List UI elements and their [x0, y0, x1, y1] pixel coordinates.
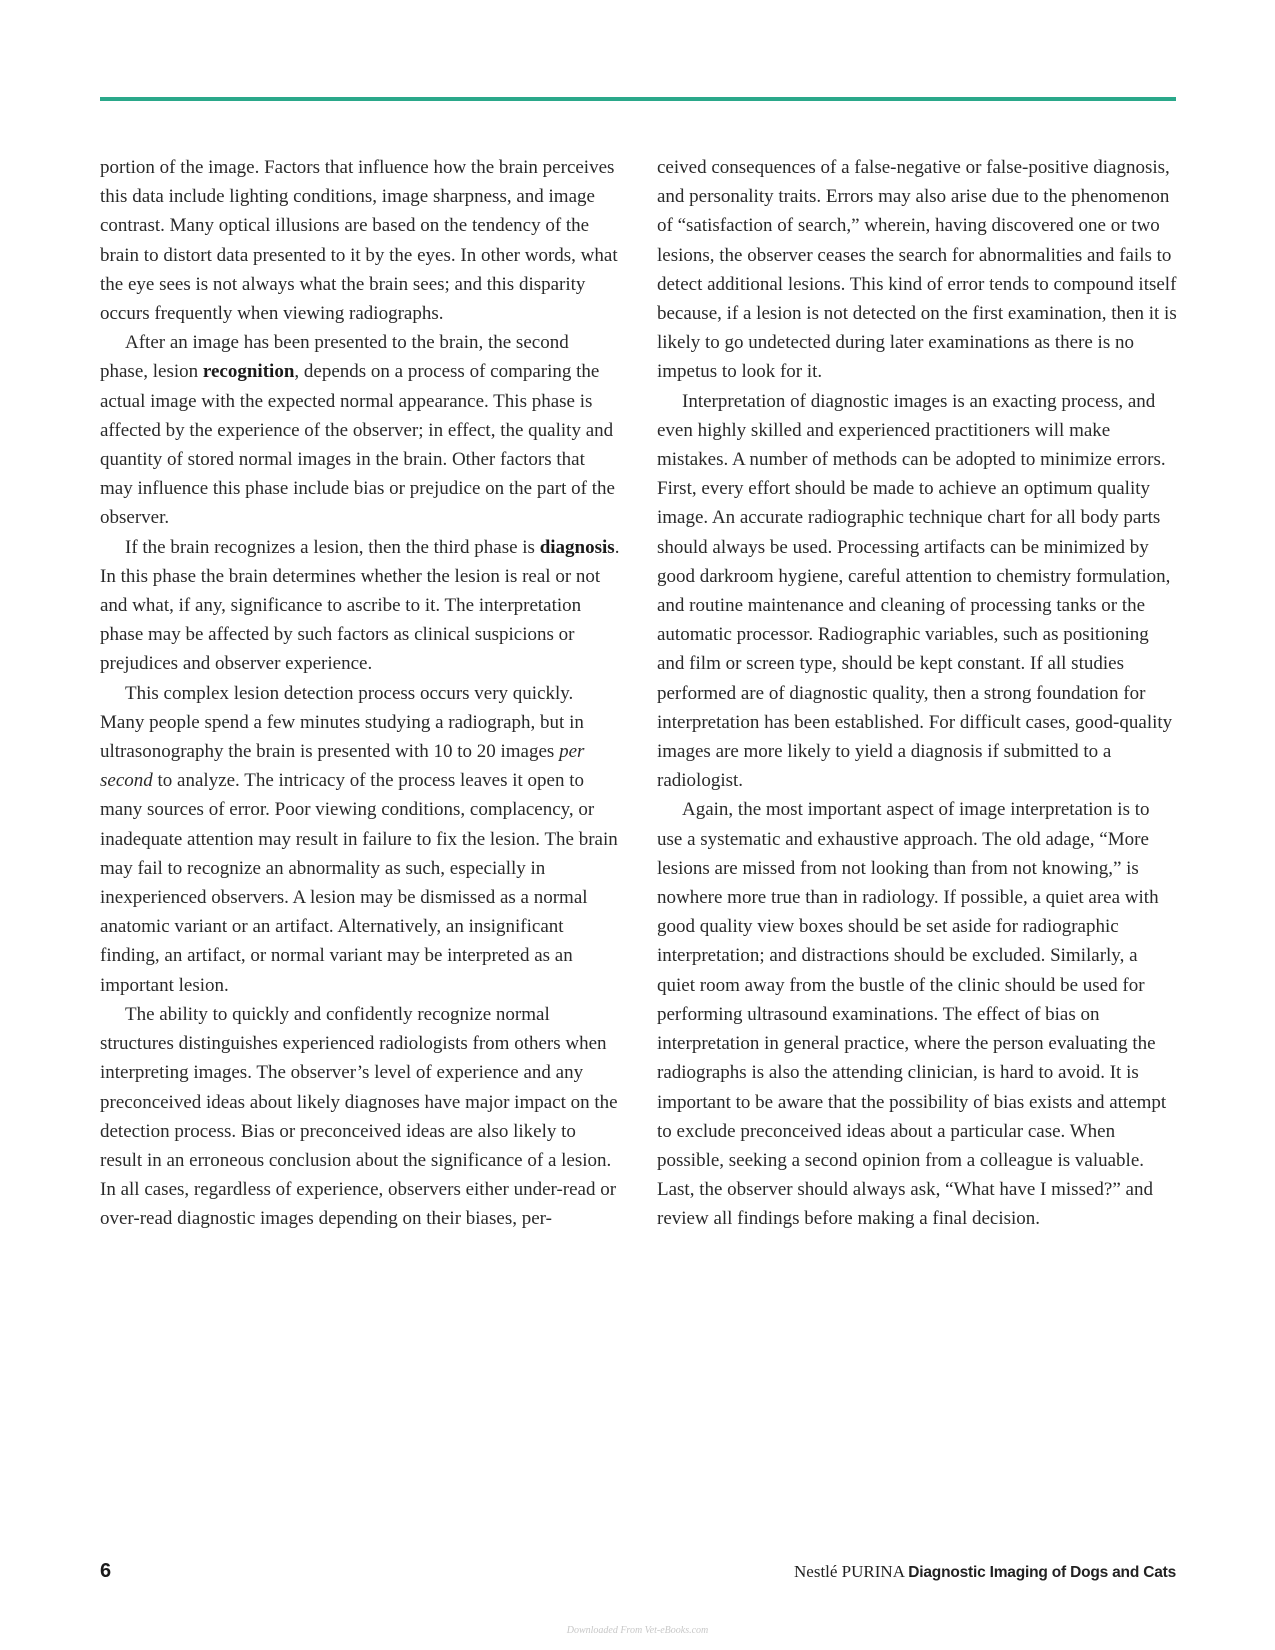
left-column	[100, 153, 620, 1234]
watermark: Downloaded From Vet-eBooks.com	[566, 1625, 709, 1636]
bold-term-diagnosis: diagnosis	[539, 536, 615, 558]
top-rule	[100, 97, 1176, 101]
paragraph: Interpretation of diagnostic images is an exacting process, and even highly skilled and experienced practitioners will make mistakes. A number of methods can be adopted to minimize errors. First, every effort should be made to achieve an optimum quality image. An accurate radiographic technique chart for all body parts should always be used. Processing artifacts can be minimized by good darkroom hygiene, careful attention to chemistry formulation, and routine maintenance and cleaning of processing tanks or the automatic processor. Radiographic variables, such as positioning and film or screen type, should be kept constant. If all studies performed are of diagnostic quality, then a strong foundation for interpretation has been established. For difficult cases, good-quality images are more likely to yield a diagnosis if submitted to a radiologist.	[657, 390, 1173, 792]
italic-per-second: per second	[100, 741, 585, 792]
page-number: 6	[100, 1560, 112, 1582]
paragraph: Again, the most important aspect of image interpretation is to use a systematic and exhaustive approach. The old adage, “More lesions are missed from not looking than from not knowing,” is nowhere more true than in radiology. If possible, a quiet area with good quality view boxes should be set aside for radiographic interpretation; and distractions should be excluded. Similarly, a quiet room away from the bustle of the clinic should be used for performing ultrasound examinations. The effect of bias on interpretation in general practice, where the person evaluating the radiographs is also the attending clinician, is hard to avoid. It is important to be aware that the possibility of bias exists and attempt to exclude preconceived ideas about a particular case. When possible, seeking a second opinion from a colleague is valuable. Last, the observer should always ask, “What have I missed?” and review all findings before making a final decision.	[657, 799, 1167, 1230]
running-footer	[794, 1562, 1176, 1582]
paragraph: portion of the image. Factors that influence how the brain perceives this data include lighting conditions, image sharpness, and image contrast. Many optical illusions are based on the tendency of the brain to distort data presented to it by the eyes. In other words, what the eye sees is not always what the brain sees; and this disparity occurs frequently when viewing radiographs.	[100, 157, 618, 325]
paragraph: This complex lesion detection process occurs very quickly. Many people spend a few minutes studying a radiograph, but in ultrasonography the brain is presented with 10 to 20 images per second to analyze. The intricacy of the process leaves it open to many sources of error. Poor viewing conditions, complacency, or inadequate attention may result in failure to fix the lesion. The brain may fail to recognize an abnormality as such, especially in inexperienced observers. A lesion may be dismissed as a normal anatomic variant or an artifact. Alternatively, an insignificant finding, an artifact, or normal variant may be interpreted as an important lesion.	[100, 682, 618, 996]
book-title: Diagnostic Imaging of Dogs and Cats	[908, 1564, 1176, 1581]
paragraph: If the brain recognizes a lesion, then the third phase is diagnosis. In this phase the brain determines whether the lesion is real or not and what, if any, significance to ascribe to it. The interpretation phase may be affected by such factors as clinical suspicions or prejudices and observer experience.	[100, 536, 620, 675]
paragraph: ceived consequences of a false-negative or false-positive diagnosis, and personality traits. Errors may also arise due to the phenomenon of “satisfaction of search,” wherein, having discovered one or two lesions, the observer ceases the search for abnormalities and fails to detect additional lesions. This kind of error tends to compound itself because, if a lesion is not detected on the first examination, then it is likely to go undetected during later examinations as there is no impetus to look for it.	[657, 157, 1177, 383]
right-column	[657, 153, 1177, 1234]
bold-term-recognition: recognition	[202, 361, 295, 383]
brand-name: Nestlé PURINA	[794, 1562, 905, 1581]
paragraph: The ability to quickly and confidently recognize normal structures distinguishes experienced radiologists from others when interpreting images. The observer’s level of experience and any preconceived ideas about likely diagnoses have major impact on the detection process. Bias or preconceived ideas are also likely to result in an erroneous conclusion about the significance of a lesion. In all cases, regardless of experience, observers either under-read or over-read diagnostic images depending on their biases, per-	[100, 1003, 618, 1230]
paragraph: After an image has been presented to the brain, the second phase, lesion recognition, depends on a process of comparing the actual image with the expected normal appearance. This phase is affected by the experience of the observer; in effect, the quality and quantity of stored normal images in the brain. Other factors that may influence this phase include bias or prejudice on the part of the observer.	[100, 332, 615, 529]
